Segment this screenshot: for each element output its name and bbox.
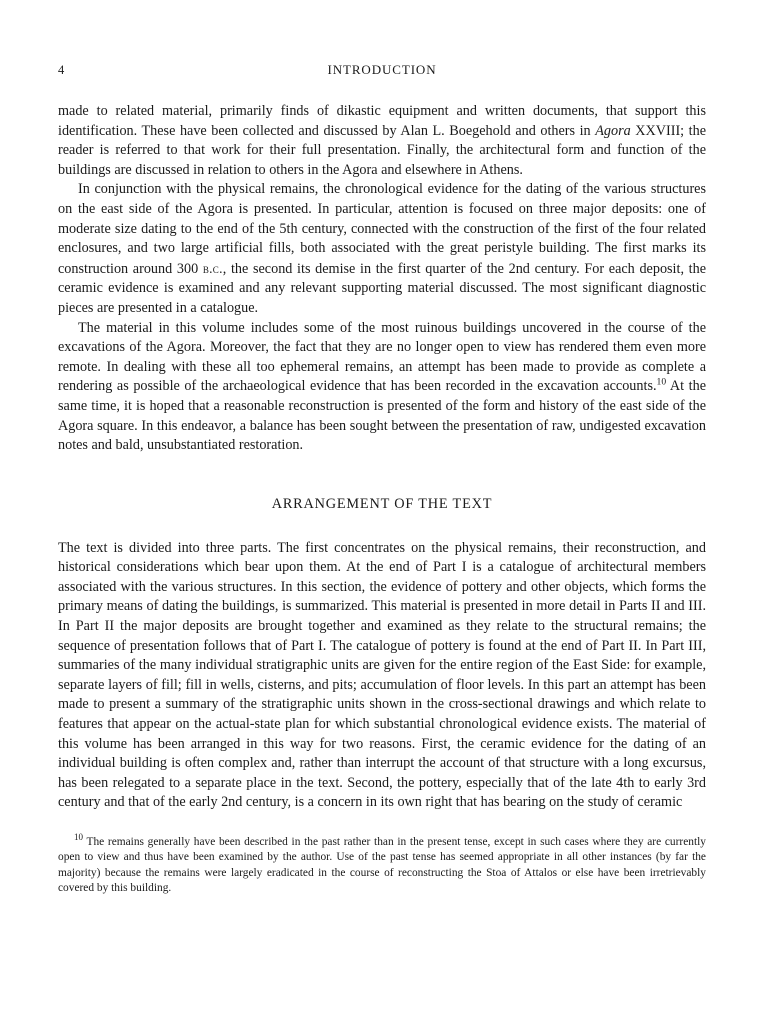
italic-text: Agora — [595, 122, 631, 139]
paragraph-group-top — [58, 102, 706, 456]
para-continued: made to related material, primarily finds of dikastic equipment and written documents, that support this identification. These have been collected and discussed by Alan L. Boegehold and others in Agora XXVIII; the reader is referred to that work for their full presentation. Finally, the architectural form and function of the buildings are discussed in relation to others in the Agora and elsewhere in Athens. — [58, 103, 707, 178]
page-number: 4 — [58, 63, 65, 77]
para-arrangement: The text is divided into three parts. The first concentrates on the physical remains, their reconstruction, and historical considerations which bear upon them. At the end of Part I is a catalogue of architectural members associated with the various structures. In this section, the evidence of pottery and other objects, which forms the primary means of dating the buildings, is summarized. This material is presented in more detail in Parts II and III. In Part II the major deposits are brought together and examined as they relate to the structural remains; the sequence of presentation follows that of Part I. The catalogue of pottery is found at the end of Part II. In Part III, summaries of the many individual stratigraphic units are given for the entire region of the East Side: for example, separate layers of fill; fill in wells, cisterns, and pits; accumulation of floor levels. In this part an attempt has been made to present a summary of the stratigraphic units shown in the cross-sectional drawings and which relate to features that appear on the actual-state plan for which substantial chronological evidence exists. The material of this volume has been arranged in this way for two reasons. First, the ceramic evidence for the dating of an individual building is often complex and, rather than interrupt the account of that structure with a long excursus, has been relegated to a separate place in the text. Second, the pottery, especially that of the late 4th to early 3rd century and that of the early 2nd century, is a concern in its own right that has bearing on the study of ceramic — [58, 539, 706, 811]
running-head — [58, 62, 706, 80]
para-chronology: In conjunction with the physical remains, the chronological evidence for the dating of the various structures on the east side of the Agora is presented. In particular, attention is focused on three major deposits: one of moderate size dating to the end of the 5th century, connected with the construction of the first of the four related enclosures, and two large artificial fills, both associated with the great peristyle building. The first marks its construction around 300 b.c., the second its demise in the first quarter of the 2nd century. For each deposit, the ceramic evidence is examined and any relevant supporting material discussed. The most significant diagnostic pieces are presented in a catalogue. — [58, 181, 706, 316]
para-material: The material in this volume includes some of the most ruinous buildings uncovered in the course of the excavations of the Agora. Moreover, the fact that they are no longer open to view has rendered them even more remote. In dealing with these all too ephemeral remains, an attempt has been made to provide as complete a rendering as possible of the archaeological evidence that has been recorded in the excavation accounts.$^{10}$ At the same time, it is hoped that a reasonable reconstruction is presented of the form and history of the east side of the Agora square. In this endeavor, a balance has been sought between the presentation of raw, undigested excavation notes and bald, unsubstantiated restoration. — [58, 319, 706, 454]
body-column — [58, 102, 706, 813]
running-head-title: INTRODUCTION — [327, 62, 437, 77]
footnote-marker: 10 — [74, 832, 83, 843]
section-heading: ARRANGEMENT OF THE TEXT — [271, 495, 493, 512]
footnote-text: The remains generally have been described in the past rather than in the present tense, except in such cases where they are currently open to view and thus have been examined by the author. Use of the past tense has seemed appropriate in all other instances (by far the majority) because the remains were largely eradicated in the course of reconstructing the Stoa of Attalos or else have been irretrievably covered by this building. — [58, 836, 706, 895]
footnote-area — [58, 832, 706, 897]
paragraph-group-section — [58, 539, 706, 813]
footnote-10 — [58, 832, 706, 897]
small-caps-text: b.c. — [202, 260, 223, 276]
footnote-reference[interactable]: 10 — [656, 376, 667, 388]
